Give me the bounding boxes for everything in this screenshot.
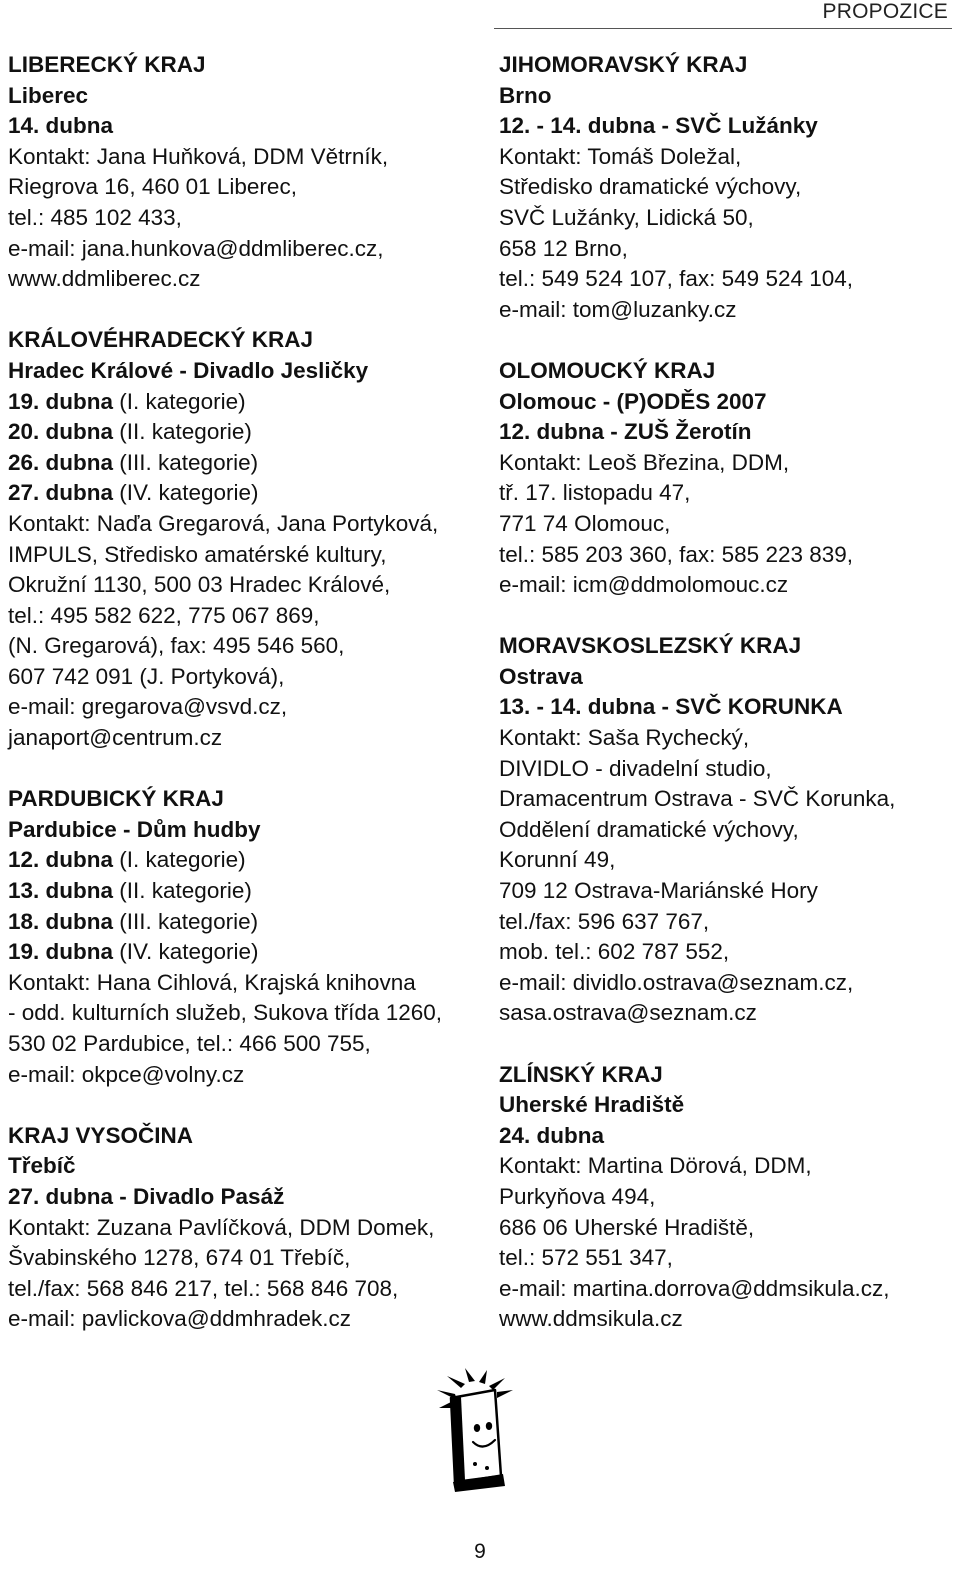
venue-city: Třebíč bbox=[8, 1153, 76, 1179]
contact-line: Kontakt: Jana Huňková, DDM Větrník, bbox=[8, 143, 389, 169]
date-line bbox=[8, 111, 480, 142]
contact-line: sasa.ostrava@seznam.cz bbox=[499, 1000, 757, 1026]
venue-city: Uherské Hradiště bbox=[499, 1092, 685, 1118]
region-heading: PARDUBICKÝ KRAJ bbox=[8, 786, 224, 812]
contact-line: Dramacentrum Ostrava - SVČ Korunka, bbox=[499, 786, 896, 812]
date-text: 19. dubna bbox=[8, 939, 114, 965]
region-block-kralovehradecky-kraj bbox=[8, 325, 480, 753]
section-header: PROPOZICE bbox=[822, 0, 948, 23]
contact-line: Riegrova 16, 460 01 Liberec, bbox=[8, 174, 297, 200]
contact-line: e-mail: tom@luzanky.cz bbox=[499, 296, 737, 322]
contact-line: tel.: 485 102 433, bbox=[8, 204, 182, 230]
category-note: (IV. kategorie) bbox=[113, 480, 259, 506]
region-heading: MORAVSKOSLEZSKÝ KRAJ bbox=[499, 633, 802, 659]
date-text: 24. dubna bbox=[499, 1122, 605, 1148]
venue-city: Olomouc - (P)ODĚS 2007 bbox=[499, 388, 767, 414]
contact-line: tel./fax: 568 846 217, tel.: 568 846 708, bbox=[8, 1275, 399, 1301]
contact-line: e-mail: pavlickova@ddmhradek.cz bbox=[8, 1306, 351, 1332]
contact-line: www.ddmliberec.cz bbox=[8, 266, 201, 292]
contact-line: Oddělení dramatické výchovy, bbox=[499, 816, 799, 842]
date-text: 13. - 14. dubna - SVČ KORUNKA bbox=[499, 694, 843, 720]
date-text: 14. dubna bbox=[8, 113, 114, 139]
region-block-liberecky-kraj bbox=[8, 50, 480, 295]
header-rule bbox=[494, 28, 952, 29]
contact-line: tř. 17. listopadu 47, bbox=[499, 480, 691, 506]
date-line bbox=[499, 692, 954, 723]
region-block-moravskoslezsky-kraj bbox=[499, 631, 954, 1029]
contact-line: janaport@centrum.cz bbox=[8, 725, 223, 751]
contact-line: SVČ Lužánky, Lidická 50, bbox=[499, 204, 754, 230]
contact-line: e-mail: gregarova@vsvd.cz, bbox=[8, 694, 288, 720]
region-block-pardubicky-kraj bbox=[8, 784, 480, 1090]
venue-city: Brno bbox=[499, 82, 552, 108]
contact-line: Kontakt: Leoš Březina, DDM, bbox=[499, 449, 790, 475]
contact-line: tel.: 495 582 622, 775 067 869, bbox=[8, 602, 320, 628]
contact-line: e-mail: dividlo.ostrava@seznam.cz, bbox=[499, 969, 854, 995]
contact-line: Švabinského 1278, 674 01 Třebíč, bbox=[8, 1245, 351, 1271]
date-text: 13. dubna bbox=[8, 878, 114, 904]
contact-line: e-mail: martina.dorrova@ddmsikula.cz, bbox=[499, 1275, 890, 1301]
venue-city: Pardubice - Dům hudby bbox=[8, 816, 261, 842]
contact-line: IMPULS, Středisko amatérské kultury, bbox=[8, 541, 387, 567]
contact-line: Středisko dramatické výchovy, bbox=[499, 174, 802, 200]
contact-line: 607 742 091 (J. Portyková), bbox=[8, 663, 285, 689]
venue-city: Liberec bbox=[8, 82, 89, 108]
contact-line: tel.: 585 203 360, fax: 585 223 839, bbox=[499, 541, 854, 567]
region-heading: LIBERECKÝ KRAJ bbox=[8, 52, 206, 77]
date-text: 27. dubna bbox=[8, 480, 114, 506]
region-block-kraj-vysocina bbox=[8, 1121, 480, 1335]
date-text: 26. dubna bbox=[8, 449, 114, 475]
contact-line: Kontakt: Martina Dörová, DDM, bbox=[499, 1153, 812, 1179]
region-heading: KRÁLOVÉHRADECKÝ KRAJ bbox=[8, 327, 314, 353]
venue-city: Hradec Králové - Divadlo Jesličky bbox=[8, 357, 369, 383]
date-line bbox=[8, 845, 480, 876]
date-line bbox=[8, 417, 480, 448]
region-block-olomoucky-kraj bbox=[499, 356, 954, 601]
date-text: 12. - 14. dubna - SVČ Lužánky bbox=[499, 113, 818, 139]
date-text: 19. dubna bbox=[8, 388, 114, 414]
contact-line: 771 74 Olomouc, bbox=[499, 510, 671, 536]
contact-line: - odd. kulturních služeb, Sukova třída 1260, bbox=[8, 1000, 443, 1026]
date-line bbox=[499, 417, 954, 448]
contact-line: 686 06 Uherské Hradiště, bbox=[499, 1214, 755, 1240]
contact-line: (N. Gregarová), fax: 495 546 560, bbox=[8, 633, 345, 659]
region-heading: OLOMOUCKÝ KRAJ bbox=[499, 357, 716, 383]
contact-line: Kontakt: Naďa Gregarová, Jana Portyková, bbox=[8, 510, 439, 536]
venue-city: Ostrava bbox=[499, 663, 583, 689]
contact-line: Korunní 49, bbox=[499, 847, 616, 873]
date-text: 18. dubna bbox=[8, 908, 114, 934]
region-block-jihomoravsky-kraj bbox=[499, 50, 954, 325]
date-line bbox=[8, 387, 480, 418]
contact-line: Okružní 1130, 500 03 Hradec Králové, bbox=[8, 572, 391, 598]
category-note: (IV. kategorie) bbox=[113, 939, 259, 965]
contact-line: 530 02 Pardubice, tel.: 466 500 755, bbox=[8, 1031, 371, 1056]
category-note: (I. kategorie) bbox=[113, 847, 246, 873]
date-line bbox=[499, 1121, 954, 1152]
date-text: 12. dubna bbox=[8, 847, 114, 873]
right-column bbox=[499, 50, 954, 1366]
category-note: (II. kategorie) bbox=[113, 878, 252, 904]
contact-line: Purkyňova 494, bbox=[499, 1183, 656, 1209]
contact-line: www.ddmsikula.cz bbox=[499, 1306, 683, 1332]
contact-line: tel./fax: 596 637 767, bbox=[499, 908, 710, 934]
contact-line: mob. tel.: 602 787 552, bbox=[499, 939, 730, 965]
region-block-zlinsky-kraj bbox=[499, 1060, 954, 1335]
contact-line: e-mail: icm@ddmolomouc.cz bbox=[499, 572, 789, 598]
contact-line: 658 12 Brno, bbox=[499, 235, 628, 261]
contact-line: e-mail: jana.hunkova@ddmliberec.cz, bbox=[8, 235, 384, 261]
date-line bbox=[8, 907, 480, 938]
contact-line: DIVIDLO - divadelní studio, bbox=[499, 755, 772, 781]
date-line bbox=[8, 937, 480, 968]
contact-line: 709 12 Ostrava-Mariánské Hory bbox=[499, 878, 818, 904]
contact-line: Kontakt: Tomáš Doležal, bbox=[499, 143, 742, 169]
contact-line: tel.: 572 551 347, bbox=[499, 1245, 673, 1271]
date-text: 27. dubna - Divadlo Pasáž bbox=[8, 1183, 285, 1209]
date-line bbox=[8, 876, 480, 907]
date-line bbox=[8, 478, 480, 509]
contact-line: tel.: 549 524 107, fax: 549 524 104, bbox=[499, 266, 854, 292]
contact-line: e-mail: okpce@volny.cz bbox=[8, 1061, 245, 1087]
date-line bbox=[8, 1182, 480, 1213]
category-note: (III. kategorie) bbox=[113, 449, 259, 475]
date-text: 20. dubna bbox=[8, 419, 114, 445]
contact-line: Kontakt: Hana Cihlová, Krajská knihovna bbox=[8, 969, 416, 995]
region-heading: JIHOMORAVSKÝ KRAJ bbox=[499, 52, 748, 77]
category-note: (I. kategorie) bbox=[113, 388, 246, 414]
date-line bbox=[499, 111, 954, 142]
left-column bbox=[8, 50, 480, 1366]
date-text: 12. dubna - ZUŠ Žerotín bbox=[499, 419, 752, 445]
region-heading: ZLÍNSKÝ KRAJ bbox=[499, 1061, 663, 1087]
contact-line: Kontakt: Zuzana Pavlíčková, DDM Domek, bbox=[8, 1214, 435, 1240]
category-note: (III. kategorie) bbox=[113, 908, 259, 934]
region-heading: KRAJ VYSOČINA bbox=[8, 1122, 194, 1148]
page-number: 9 bbox=[474, 1540, 486, 1563]
mascot-illustration bbox=[425, 1368, 525, 1493]
date-line bbox=[8, 448, 480, 479]
category-note: (II. kategorie) bbox=[113, 419, 252, 445]
contact-line: Kontakt: Saša Rychecký, bbox=[499, 725, 750, 751]
